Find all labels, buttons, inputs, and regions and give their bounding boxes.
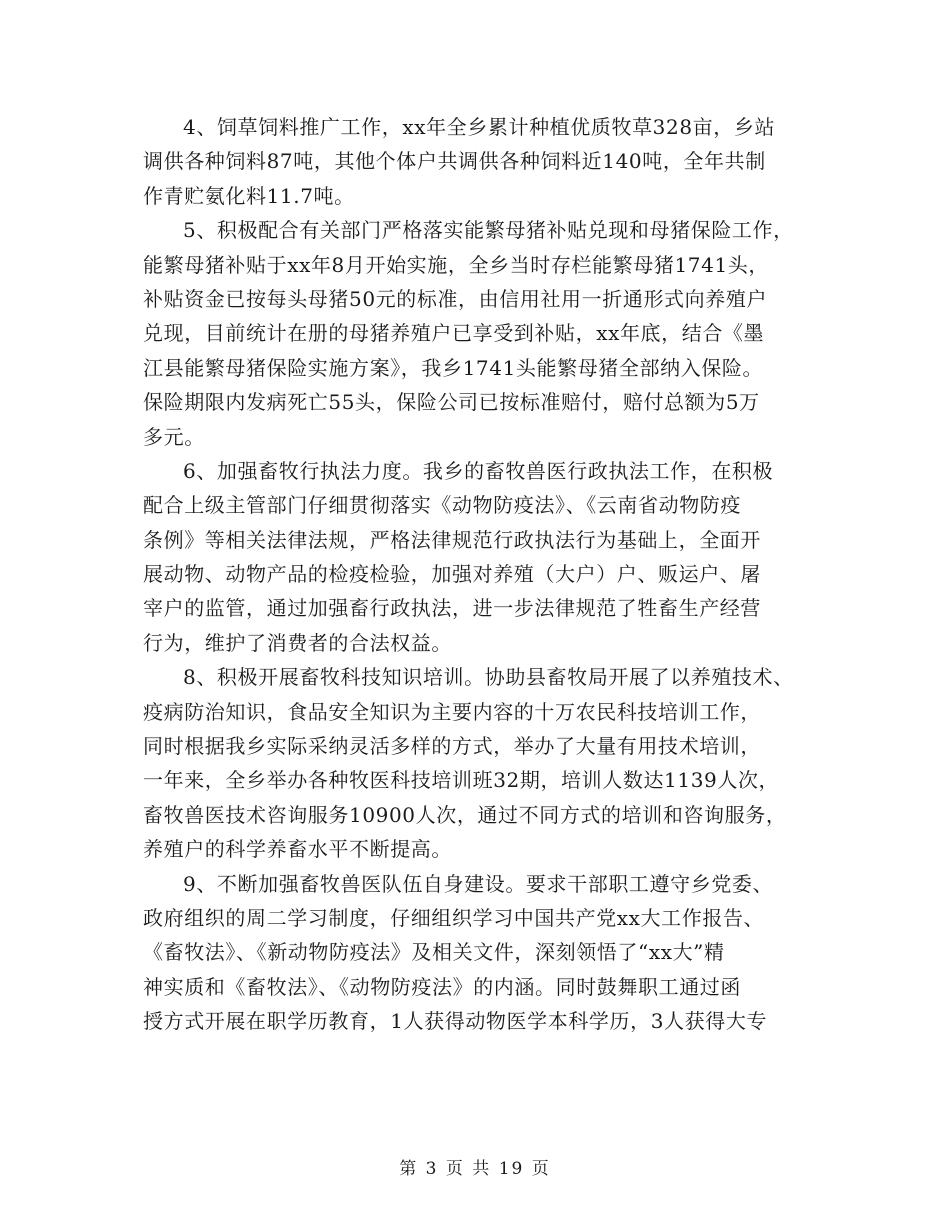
paragraph-line: 授方式开展在职学历教育，1人获得动物医学本科学历，3人获得大专 <box>143 1009 768 1034</box>
paragraph-line: 配合上级主管部门仔细贯彻落实《动物防疫法》、《云南省动物防疫 <box>143 493 741 518</box>
paragraph-law-enforcement <box>143 454 815 660</box>
paragraph-line: 6、加强畜牧行执法力度。我乡的畜牧兽医行政执法工作，在积极 <box>183 458 774 483</box>
paragraph-line: 5、积极配合有关部门严格落实能繁母猪补贴兑现和母猪保险工作， <box>183 218 794 243</box>
paragraph-line: 兑现，目前统计在册的母猪养殖户已享受到补贴，xx年底，结合《墨 <box>143 321 765 346</box>
paragraph-line: 4、饲草饲料推广工作，xx年全乡累计种植优质牧草328亩，乡站 <box>183 115 776 139</box>
paragraph-line: 疫病防治知识，食品安全知识为主要内容的十万农民科技培训工作， <box>143 699 761 724</box>
page-number-footer: 第 3 页 共 19 页 <box>399 1159 551 1179</box>
paragraph-tech-training <box>143 660 815 866</box>
paragraph-line: 8、积极开展畜牧科技知识培训。协助县畜牧局开展了以养殖技术、 <box>183 665 794 690</box>
paragraph-line: 养殖户的科学养畜水平不断提高。 <box>143 837 452 862</box>
paragraph-line: 条例》等相关法律法规，严格法律规范行政执法行为基础上，全面开 <box>143 527 761 552</box>
paragraph-line: 《畜牧法》、《新动物防疫法》及相关文件，深刻领悟了“xx大”精 <box>143 940 725 965</box>
paragraph-line: 同时根据我乡实际采纳灵活多样的方式，举办了大量有用技术培训， <box>143 734 761 759</box>
paragraph-line: 行为，维护了消费者的合法权益。 <box>143 630 452 655</box>
paragraph-line: 畜牧兽医技术咨询服务10900人次，通过不同方式的培训和咨询服务， <box>143 802 787 827</box>
paragraph-line: 政府组织的周二学习制度，仔细组织学习中国共产党xx大工作报告、 <box>143 905 765 930</box>
document-body <box>143 110 815 1039</box>
paragraph-line: 多元。 <box>143 424 205 449</box>
paragraph-line: 神实质和《畜牧法》、《动物防疫法》的内涵。同时鼓舞职工通过函 <box>143 974 741 999</box>
paragraph-line: 一年来，全乡举办各种牧医科技培训班32期，培训人数达1139人次， <box>143 768 780 793</box>
paragraph-line: 补贴资金已按每头母猪50元的标准，由信用社用一折通形式向养殖户 <box>143 286 768 311</box>
paragraph-line: 保险期限内发病死亡55头，保险公司已按标准赔付，赔付总额为5万 <box>143 390 760 415</box>
paragraph-sow-subsidy <box>143 213 815 454</box>
paragraph-team-building <box>143 867 815 1039</box>
paragraph-line: 宰户的监管，通过加强畜行政执法，进一步法律规范了牲畜生产经营 <box>143 596 761 621</box>
paragraph-line: 江县能繁母猪保险实施方案》，我乡1741头能繁母猪全部纳入保险。 <box>143 355 764 380</box>
paragraph-line: 9、不断加强畜牧兽医队伍自身建设。要求干部职工遵守乡党委、 <box>183 871 774 896</box>
paragraph-line: 作青贮氨化料11.7吨。 <box>143 183 355 208</box>
paragraph-line: 展动物、动物产品的检疫检验，加强对养殖（大户）户、贩运户、屠 <box>143 562 761 587</box>
paragraph-feed-promotion <box>143 110 815 213</box>
paragraph-line: 能繁母猪补贴于xx年8月开始实施，全乡当时存栏能繁母猪1741头， <box>143 252 769 277</box>
paragraph-line: 调供各种饲料87吨，其他个体户共调供各种饲料近140吨，全年共制 <box>143 149 766 174</box>
